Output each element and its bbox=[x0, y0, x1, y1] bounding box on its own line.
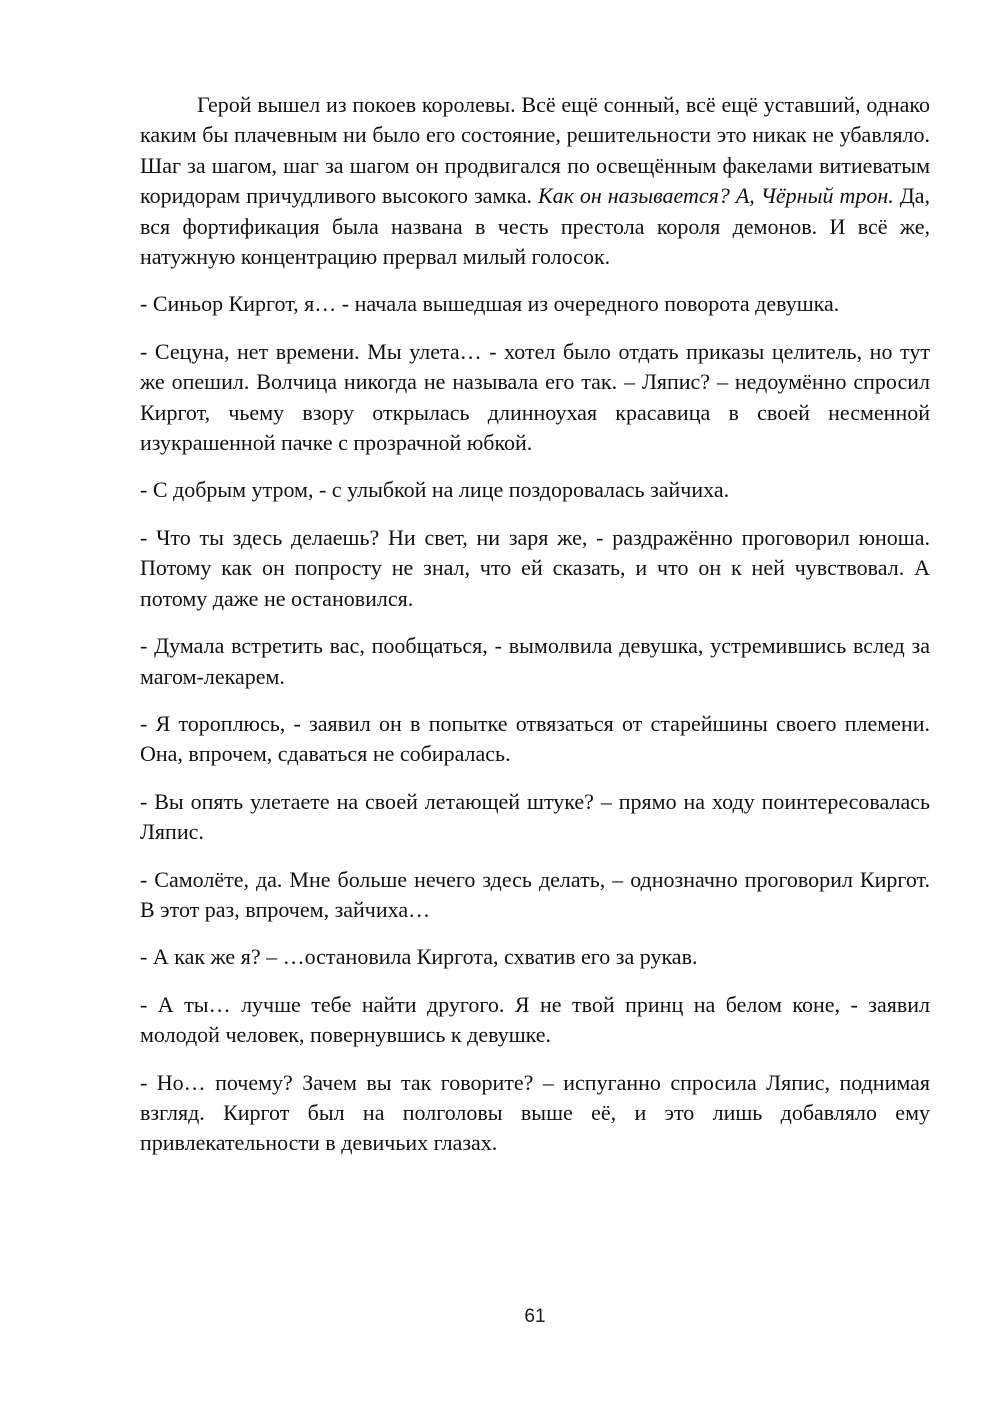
paragraph-dialogue: - А ты… лучше тебе найти другого. Я не твой принц на белом коне, - заявил молодой человек, повернувшись к девушке. bbox=[140, 991, 930, 1048]
paragraph-segment: Да, вся фортификация была названа в честь престола короля демонов. И всё же, натужную концентрацию прервал милый голосок. bbox=[140, 183, 930, 270]
paragraph-segment-italic: Как он называется? А, Чёрный трон. bbox=[537, 183, 894, 209]
page-number: 61 bbox=[524, 1306, 546, 1327]
paragraph-dialogue: - А как же я? – …остановила Киргота, схватив его за рукав. bbox=[140, 944, 698, 970]
paragraph-dialogue: - Сецуна, нет времени. Мы улета… - хотел было отдать приказы целитель, но тут же опешил. Волчица никогда не называла его так. – Ляпис? – недоумённо спросил Киргот, чьему взору открылась длинноухая красавица в своей несменной изукрашенной пачке с прозрачной юбкой. bbox=[140, 338, 930, 456]
paragraph-dialogue: - Самолёте, да. Мне больше нечего здесь делать, – однозначно проговорил Киргот. В этот раз, впрочем, зайчиха… bbox=[140, 866, 930, 922]
paragraph-dialogue: - Синьор Киргот, я… - начала вышедшая из очередного поворота девушка. bbox=[140, 291, 840, 317]
paragraph-dialogue: - Что ты здесь делаешь? Ни свет, ни заря же, - раздражённо проговорил юноша. Потому как он попросту не знал, что ей сказать, и что он к ней чувствовал. А потому даже не остановился. bbox=[140, 524, 930, 611]
paragraph-narrative bbox=[140, 90, 930, 272]
paragraph-dialogue: - Думала встретить вас, пообщаться, - вымолвила девушка, устремившись вслед за магом-лекарем. bbox=[140, 633, 930, 689]
paragraph-segment: Герой вышел из покоев королевы. Всё ещё сонный, всё ещё уставший, однако каким бы плачевным ни было его состояние, решительности это никак не убавляло. Шаг за шагом, шаг за шагом он продвигался по освещённым факелами витиеватым коридорам причудливого высокого замка. bbox=[140, 92, 930, 209]
paragraph-dialogue: - Я тороплюсь, - заявил он в попытке отвязаться от старейшины своего племени. Она, впрочем, сдаваться не собиралась. bbox=[140, 710, 930, 767]
text-block bbox=[140, 90, 930, 1176]
paragraph-dialogue: - Вы опять улетаете на своей летающей штуке? – прямо на ходу поинтересовалась Ляпис. bbox=[140, 788, 930, 845]
paragraph-dialogue: - С добрым утром, - с улыбкой на лице поздоровалась зайчиха. bbox=[140, 477, 730, 503]
paragraph-dialogue: - Но… почему? Зачем вы так говорите? – испуганно спросила Ляпис, поднимая взгляд. Киргот был на полголовы выше её, и это лишь добавляло ему привлекательности в девичьих глазах. bbox=[140, 1069, 930, 1156]
